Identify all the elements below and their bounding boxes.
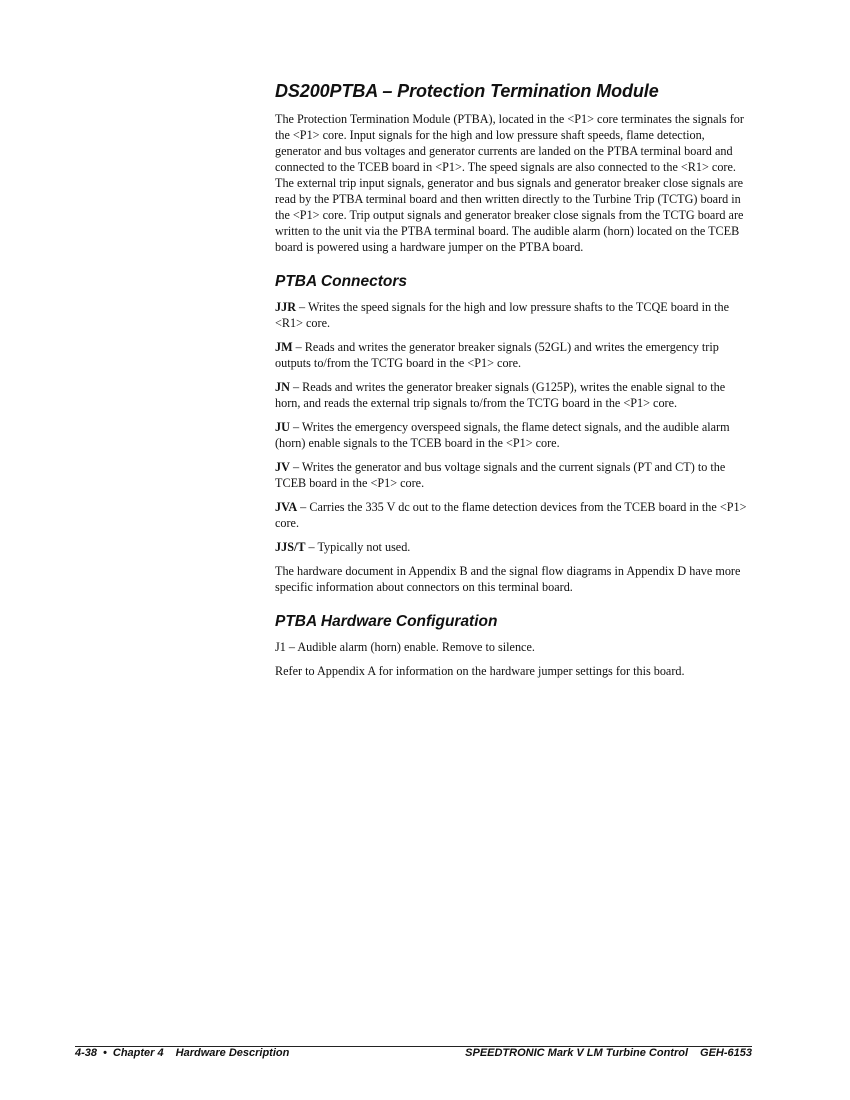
connector-name: JVA (275, 500, 298, 514)
document-body (275, 80, 750, 687)
connector-item (275, 379, 750, 411)
connector-name: JJS/T (275, 540, 306, 554)
connectors-heading: PTBA Connectors (275, 273, 408, 290)
connector-item (275, 459, 750, 491)
footer-left (75, 1047, 289, 1059)
connector-name: JM (275, 340, 293, 354)
footer-right (465, 1047, 752, 1059)
product-name: SPEEDTRONIC Mark V LM Turbine Control (465, 1047, 689, 1059)
connector-description: – Carries the 335 V dc out to the flame detection devices from the TCEB board in the <P1> core. (275, 500, 747, 530)
connector-description: – Typically not used. (305, 540, 411, 554)
connectors-note: The hardware document in Appendix B and the signal flow diagrams in Appendix D have more specific information about connectors on this terminal board. (275, 564, 741, 594)
page-number: 4-38 (75, 1047, 98, 1059)
document-number: GEH-6153 (700, 1047, 752, 1059)
connector-description: – Reads and writes the generator breaker signals (G125P), writes the enable signal to the horn, and reads the external trip signals to/from the TCTG board in the <P1> core. (275, 380, 726, 410)
connector-item (275, 299, 750, 331)
page-footer (75, 1046, 752, 1063)
section-label: Hardware Description (175, 1047, 290, 1059)
intro-paragraph: The Protection Termination Module (PTBA), located in the <P1> core terminates the signals for the <P1> core. Input signals for the high and low pressure shaft speeds, flame detection, generator and bus voltages and generator currents are landed on the PTBA terminal board and connected to the TCEB board in <P1>. The speed signals are also connected to the <R1> core. The external trip input signals, generator and bus signals and generator breaker close signals are read by the PTBA terminal board and then written directly to the Turbine Trip (TCTG) board in the <P1> core. Trip output signals and generator breaker close signals from the TCTG board are written to the unit via the PTBA terminal board. The audible alarm (horn) located on the TCEB board is powered using a hardware jumper on the PTBA board. (275, 112, 744, 254)
connector-description: – Writes the speed signals for the high and low pressure shafts to the TCQE board in the <R1> core. (275, 300, 729, 330)
connector-item (275, 499, 750, 531)
connector-name: JU (275, 420, 290, 434)
connector-item (275, 539, 750, 555)
connector-name: JN (275, 380, 290, 394)
page-title: DS200PTBA – Protection Termination Module (275, 81, 659, 101)
appendix-reference: Refer to Appendix A for information on the hardware jumper settings for this board. (275, 664, 685, 678)
connector-item (275, 419, 750, 451)
connector-item (275, 339, 750, 371)
hardware-config-heading: PTBA Hardware Configuration (275, 613, 498, 630)
footer-bullet: • (103, 1047, 107, 1059)
connector-description: – Writes the emergency overspeed signals, the flame detect signals, and the audible alarm (horn) enable signals to the TCEB board in the <P1> core. (275, 420, 730, 450)
connector-name: JJR (275, 300, 296, 314)
connector-name: JV (275, 460, 290, 474)
connector-description: – Writes the generator and bus voltage signals and the current signals (PT and CT) to the TCEB board in the <P1> core. (275, 460, 726, 490)
jumper-description: J1 – Audible alarm (horn) enable. Remove to silence. (275, 640, 535, 654)
chapter-label: Chapter 4 (112, 1047, 164, 1059)
connector-description: – Reads and writes the generator breaker signals (52GL) and writes the emergency trip outputs to/from the TCTG board in the <P1> core. (275, 340, 719, 370)
